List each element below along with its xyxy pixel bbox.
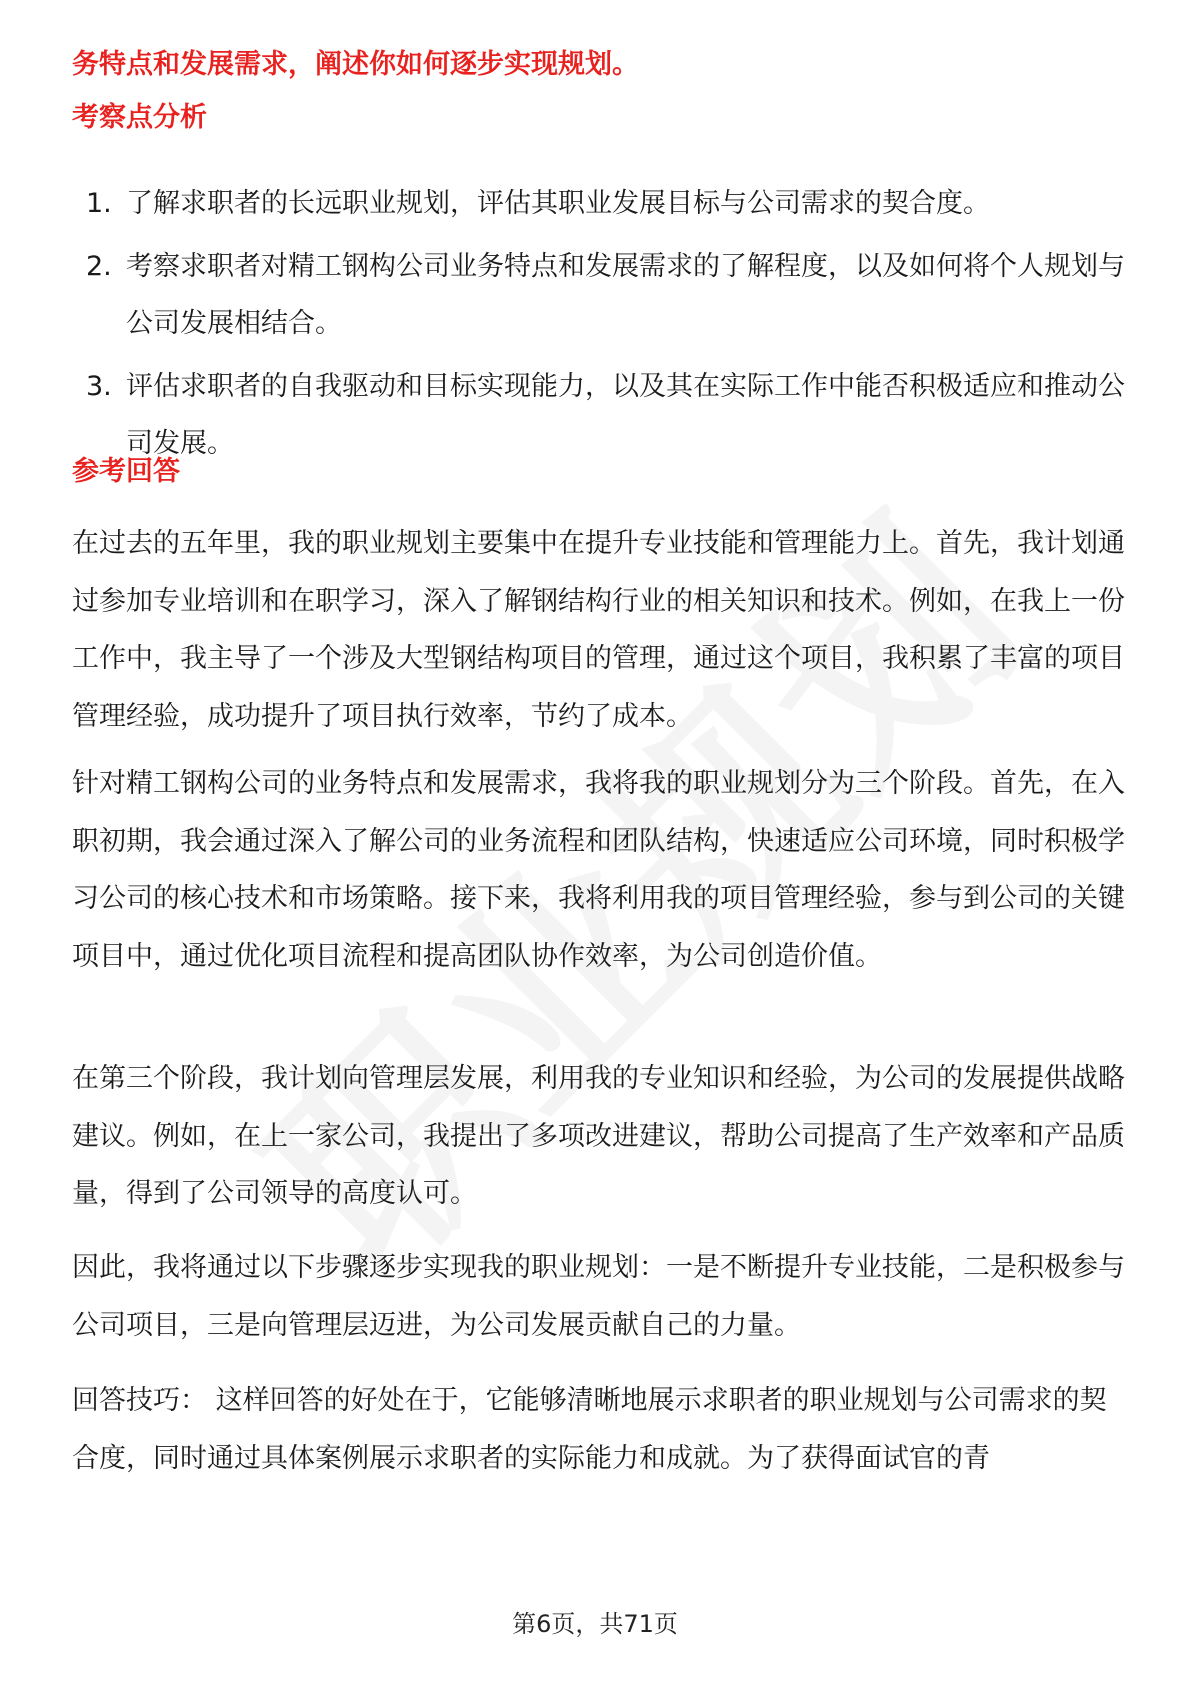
answer-paragraph: 针对精工钢构公司的业务特点和发展需求，我将我的职业规划分为三个阶段。首先，在入职初期，我会通过深入了解公司的业务流程和团队结构，快速适应公司环境，同时积极学习公司的核心技术和市场策略。接下来，我将利用我的项目管理经验，参与到公司的关键项目中，通过优化项目流程和提高团队协作效率，为公司创造价值。 bbox=[72, 768, 1125, 972]
answer-paragraph: 在过去的五年里，我的职业规划主要集中在提升专业技能和管理能力上。首先，我计划通过参加专业培训和在职学习，深入了解钢结构行业的相关知识和技术。例如，在我上一份工作中，我主导了一个涉及大型钢结构项目的管理，通过这个项目，我积累了丰富的项目管理经验，成功提升了项目执行效率，节约了成本。 bbox=[72, 528, 1125, 732]
question-tail: 务特点和发展需求，阐述你如何逐步实现规划。 bbox=[72, 49, 639, 80]
answer-paragraph: 在第三个阶段，我计划向管理层发展，利用我的专业知识和经验，为公司的发展提供战略建议。例如，在上一家公司，我提出了多项改进建议，帮助公司提高了生产效率和产品质量，得到了公司领导的高度认可。 bbox=[72, 1063, 1125, 1209]
analysis-list bbox=[72, 175, 1132, 478]
list-item bbox=[72, 175, 1132, 232]
list-item bbox=[72, 358, 1132, 472]
list-number: 2. bbox=[86, 251, 112, 282]
list-number: 1. bbox=[86, 188, 112, 219]
answer-paragraph: 因此，我将通过以下步骤逐步实现我的职业规划：一是不断提升专业技能，二是积极参与公司项目，三是向管理层迈进，为公司发展贡献自己的力量。 bbox=[72, 1252, 1125, 1341]
answer-tips: 回答技巧： 这样回答的好处在于，它能够清晰地展示求职者的职业规划与公司需求的契合度，同时通过具体案例展示求职者的实际能力和成就。为了获得面试官的青 bbox=[72, 1385, 1107, 1474]
analysis-heading: 考察点分析 bbox=[72, 102, 207, 133]
list-item bbox=[72, 238, 1132, 352]
list-number: 3. bbox=[86, 371, 112, 402]
answer-heading: 参考回答 bbox=[72, 456, 180, 487]
page-footer: 第6页，共71页 bbox=[512, 1610, 678, 1638]
list-text: 评估求职者的自我驱动和目标实现能力，以及其在实际工作中能否积极适应和推动公司发展。 bbox=[126, 371, 1125, 459]
list-text: 考察求职者对精工钢构公司业务特点和发展需求的了解程度，以及如何将个人规划与公司发展相结合。 bbox=[126, 251, 1125, 339]
list-text: 了解求职者的长远职业规划，评估其职业发展目标与公司需求的契合度。 bbox=[126, 188, 990, 219]
